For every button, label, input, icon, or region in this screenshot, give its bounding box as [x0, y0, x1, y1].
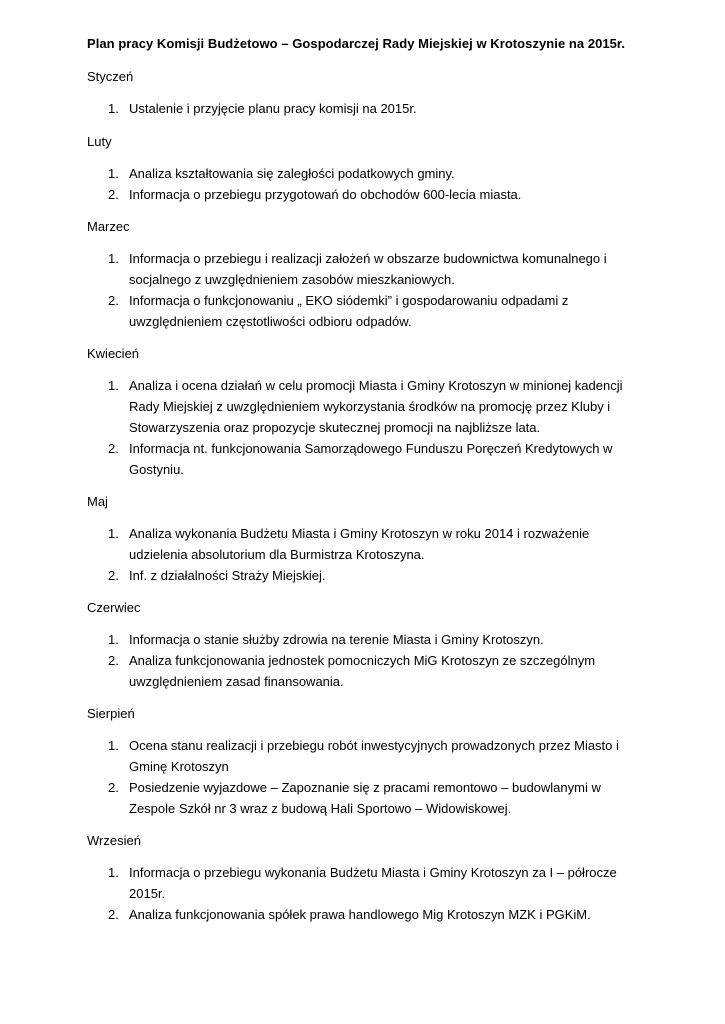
- item-line: Informacja o przebiegu wykonania Budżetu Miasta i Gminy Krotoszyn za I – półrocze: [129, 865, 617, 880]
- item-line: socjalnego z uwzględnieniem zasobów mieszkaniowych.: [129, 272, 455, 287]
- item-line: Ocena stanu realizacji i przebiegu robót inwestycyjnych prowadzonych przez Miasto i: [129, 738, 619, 753]
- item-line: Informacja o przebiegu przygotowań do obchodów 600-lecia miasta.: [129, 187, 522, 202]
- item-number: 1.: [108, 632, 119, 647]
- item-number: 2.: [108, 653, 119, 668]
- list-item: [108, 248, 648, 290]
- item-number: 1.: [108, 166, 119, 181]
- item-line: Posiedzenie wyjazdowe – Zapoznanie się z pracami remontowo – budowlanymi w: [129, 780, 601, 795]
- month-heading-maj: Maj: [87, 494, 108, 509]
- item-number: 1.: [108, 101, 119, 116]
- item-line: Zespole Szkół nr 3 wraz z budową Hali Sportowo – Widowiskowej.: [129, 801, 512, 816]
- month-heading-marzec: Marzec: [87, 219, 130, 234]
- item-line: Analiza kształtowania się zaległości podatkowych gminy.: [129, 166, 455, 181]
- list-item: [108, 523, 648, 565]
- item-line: udzielenia absolutorium dla Burmistrza Krotoszyna.: [129, 547, 425, 562]
- list-item: [108, 438, 648, 480]
- month-heading-luty: Luty: [87, 134, 112, 149]
- list-item: [108, 862, 648, 904]
- month-heading-styczen: Styczeń: [87, 69, 134, 84]
- item-number: 1.: [108, 865, 119, 880]
- list-item: [108, 629, 648, 650]
- item-line: Gminę Krotoszyn: [129, 759, 229, 774]
- list-item: [108, 777, 648, 819]
- item-line: Analiza wykonania Budżetu Miasta i Gminy Krotoszyn w roku 2014 i rozważenie: [129, 526, 590, 541]
- item-line: Rady Miejskiej z uwzględnieniem wykorzystania środków na promocję przez Kluby i: [129, 399, 611, 414]
- month-heading-czerwiec: Czerwiec: [87, 600, 141, 615]
- item-line: Informacja o stanie służby zdrowia na terenie Miasta i Gminy Krotoszyn.: [129, 632, 544, 647]
- list-item: [108, 650, 648, 692]
- item-line: Gostyniu.: [129, 462, 184, 477]
- item-number: 2.: [108, 907, 119, 922]
- item-line: 2015r.: [129, 886, 166, 901]
- item-number: 1.: [108, 251, 119, 266]
- list-item: [108, 565, 648, 586]
- item-line: uwzględnieniem zasad finansowania.: [129, 674, 344, 689]
- item-line: Informacja nt. funkcjonowania Samorządowego Funduszu Poręczeń Kredytowych w: [129, 441, 613, 456]
- item-line: Analiza i ocena działań w celu promocji Miasta i Gminy Krotoszyn w minionej kadencji: [129, 378, 623, 393]
- item-line: Analiza funkcjonowania spółek prawa handlowego Mig Krotoszyn MZK i PGKiM.: [129, 907, 591, 922]
- item-number: 2.: [108, 568, 119, 583]
- list-item: [108, 290, 648, 332]
- item-line: Informacja o przebiegu i realizacji założeń w obszarze budownictwa komunalnego i: [129, 251, 607, 266]
- month-heading-kwiecien: Kwiecień: [87, 346, 140, 361]
- item-line: Inf. z działalności Straży Miejskiej.: [129, 568, 326, 583]
- document-title: Plan pracy Komisji Budżetowo – Gospodarczej Rady Miejskiej w Krotoszynie na 2015r.: [87, 36, 625, 51]
- item-number: 1.: [108, 526, 119, 541]
- list-item: [108, 98, 648, 119]
- month-heading-sierpien: Sierpień: [87, 706, 135, 721]
- item-number: 1.: [108, 738, 119, 753]
- item-number: 1.: [108, 378, 119, 393]
- item-line: Informacja o funkcjonowaniu „ EKO siódemki” i gospodarowaniu odpadami z: [129, 293, 569, 308]
- item-line: Analiza funkcjonowania jednostek pomocniczych MiG Krotoszyn ze szczególnym: [129, 653, 596, 668]
- list-item: [108, 184, 648, 205]
- item-number: 2.: [108, 187, 119, 202]
- item-number: 2.: [108, 293, 119, 308]
- list-item: [108, 735, 648, 777]
- month-heading-wrzesien: Wrzesień: [87, 833, 141, 848]
- item-line: Ustalenie i przyjęcie planu pracy komisji na 2015r.: [129, 101, 417, 116]
- item-line: Stowarzyszenia oraz propozycje skutecznej promocji na najbliższe lata.: [129, 420, 541, 435]
- item-line: uwzględnieniem częstotliwości odbioru odpadów.: [129, 314, 412, 329]
- item-number: 2.: [108, 441, 119, 456]
- item-number: 2.: [108, 780, 119, 795]
- list-item: [108, 163, 648, 184]
- list-item: [108, 375, 648, 438]
- list-item: [108, 904, 648, 925]
